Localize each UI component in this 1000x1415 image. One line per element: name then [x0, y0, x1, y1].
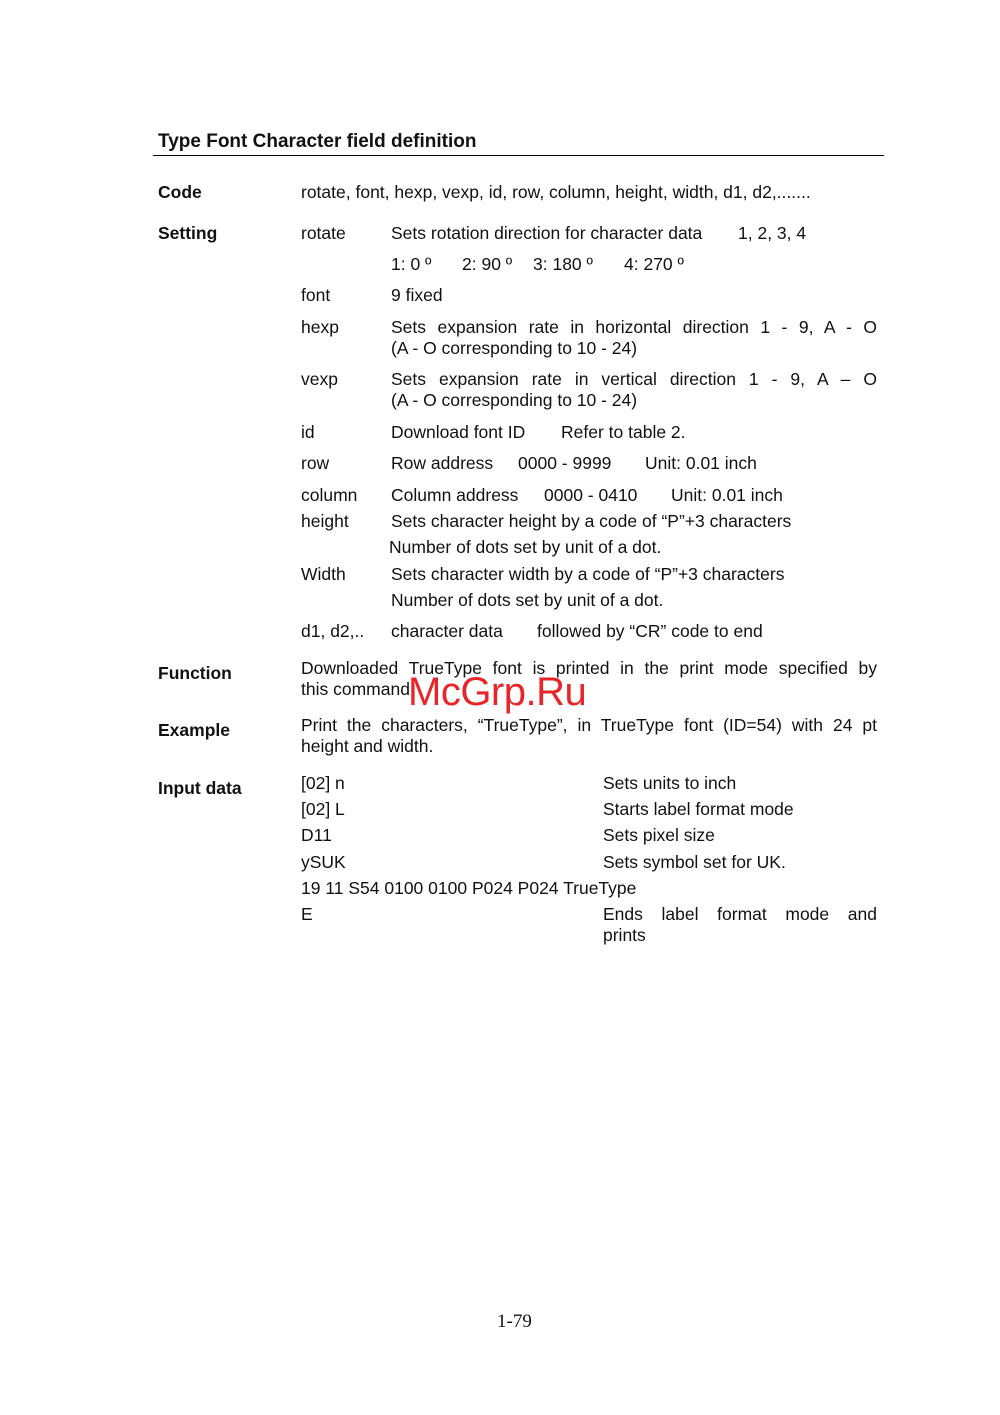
input-cmd: [02] L [301, 799, 345, 819]
setting-id-desc: Download font ID [391, 422, 526, 442]
title-underline [153, 155, 884, 156]
setting-vexp-name: vexp [301, 369, 338, 389]
setting-width-line1: Sets character width by a code of “P”+3 characters [391, 564, 785, 584]
setting-hexp-name: hexp [301, 317, 339, 337]
setting-rotate-desc: Sets rotation direction for character data [391, 223, 703, 243]
setting-width-name: Width [301, 564, 346, 584]
example-line1: Print the characters, “TrueType”, in TrueType font (ID=54) with 24 pt [301, 715, 877, 735]
setting-column-desc: Column address [391, 485, 519, 505]
input-desc: Sets symbol set for UK. [603, 852, 786, 872]
label-function: Function [158, 663, 232, 683]
rotate-opt-3: 3: 180 º [533, 254, 593, 274]
setting-font-name: font [301, 285, 331, 305]
rotate-opt-1: 1: 0 º [391, 254, 432, 274]
section-title: Type Font Character field definition [158, 131, 477, 152]
label-input-data: Input data [158, 778, 242, 798]
setting-font-desc: 9 fixed [391, 285, 443, 305]
setting-rotate-values: 1, 2, 3, 4 [738, 223, 807, 243]
setting-width-line2: Number of dots set by unit of a dot. [391, 590, 664, 610]
setting-hexp-line2: (A - O corresponding to 10 - 24) [391, 338, 638, 358]
input-cmd: 19 11 S54 0100 0100 P024 P024 TrueType [301, 878, 637, 898]
setting-height-line1: Sets character height by a code of “P”+3 characters [391, 511, 792, 531]
label-code: Code [158, 182, 202, 202]
setting-data-desc: character data [391, 621, 503, 641]
input-cmd: E [301, 904, 313, 924]
setting-vexp-line1: Sets expansion rate in vertical direction 1 - 9, A – O [391, 369, 877, 389]
page-number: 1-79 [497, 1311, 532, 1332]
setting-column-name: column [301, 485, 358, 505]
input-cmd: D11 [301, 825, 332, 845]
setting-data-name: d1, d2,.. [301, 621, 365, 641]
setting-row-unit: Unit: 0.01 inch [645, 453, 757, 473]
function-line1: Downloaded TrueType font is printed in the print mode specified by [301, 658, 877, 678]
function-line2: this command. [301, 679, 415, 699]
setting-vexp-line2: (A - O corresponding to 10 - 24) [391, 390, 638, 410]
rotate-opt-4: 4: 270 º [624, 254, 684, 274]
input-desc: Starts label format mode [603, 799, 794, 819]
setting-data-end: followed by “CR” code to end [537, 621, 763, 641]
setting-hexp-line1: Sets expansion rate in horizontal direction 1 - 9, A - O [391, 317, 877, 337]
setting-id-name: id [301, 422, 315, 442]
example-line2: height and width. [301, 736, 434, 756]
code-text: rotate, font, hexp, vexp, id, row, column, height, width, d1, d2,....... [301, 182, 811, 202]
input-desc: Sets pixel size [603, 825, 715, 845]
label-example: Example [158, 720, 230, 740]
setting-column-unit: Unit: 0.01 inch [671, 485, 783, 505]
rotate-opt-2: 2: 90 º [462, 254, 513, 274]
setting-column-range: 0000 - 0410 [544, 485, 638, 505]
setting-row-desc: Row address [391, 453, 494, 473]
input-cmd: [02] n [301, 773, 345, 793]
watermark-logo: McGrp.Ru [408, 670, 587, 714]
setting-id-ref: Refer to table 2. [561, 422, 686, 442]
input-desc: Sets units to inch [603, 773, 737, 793]
input-cmd: ySUK [301, 852, 346, 872]
setting-rotate-name: rotate [301, 223, 346, 243]
input-desc: Ends label format mode and [603, 904, 877, 924]
setting-height-name: height [301, 511, 349, 531]
input-desc-cont: prints [603, 925, 646, 945]
setting-row-range: 0000 - 9999 [518, 453, 612, 473]
setting-height-line2: Number of dots set by unit of a dot. [389, 537, 662, 557]
label-setting: Setting [158, 223, 218, 243]
setting-row-name: row [301, 453, 330, 473]
